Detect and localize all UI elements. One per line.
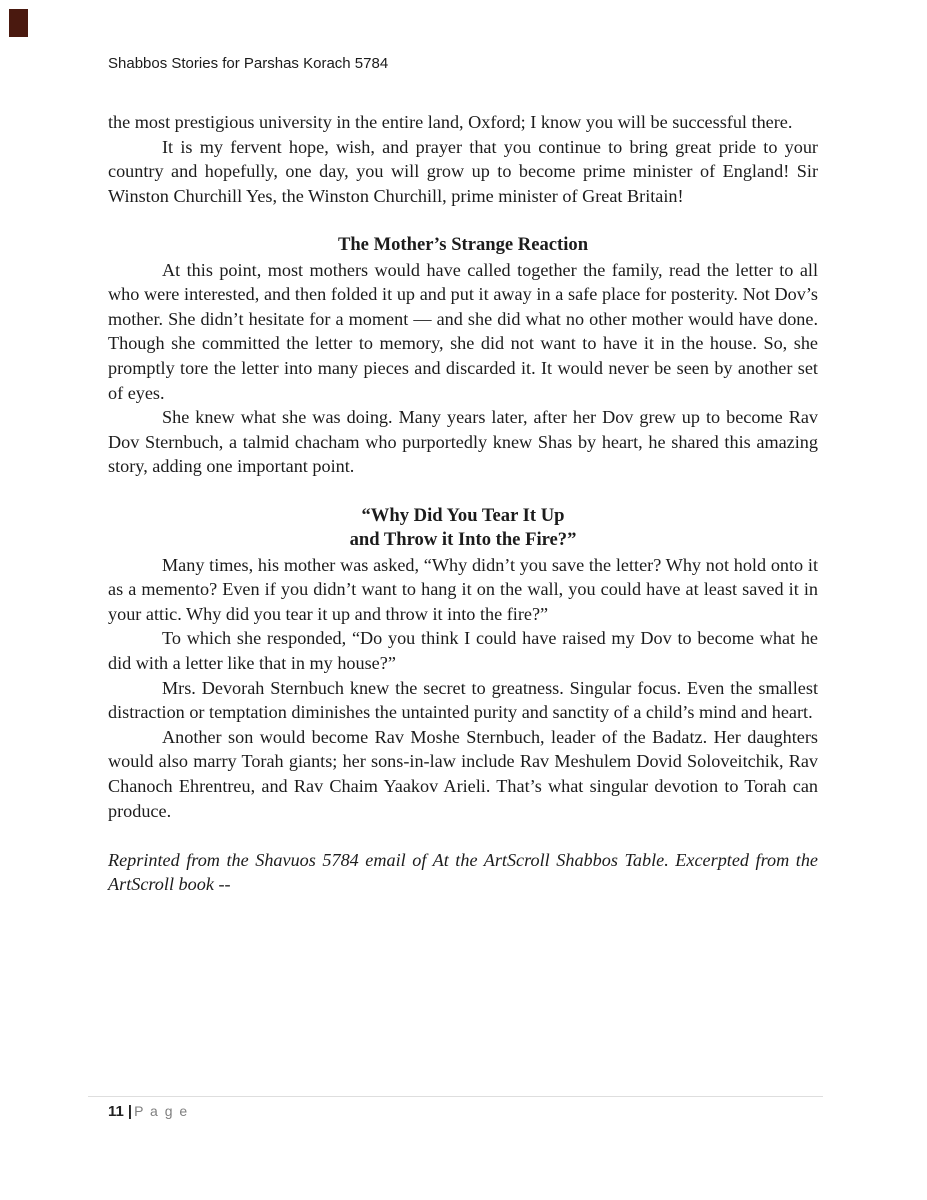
body-paragraph: To which she responded, “Do you think I could have raised my Dov to become what he did with a letter like that in my house?” (108, 628, 818, 674)
footer-separator: | (127, 1103, 133, 1120)
footer-page-label: P a g e (134, 1103, 189, 1119)
body-paragraph: Another son would become Rav Moshe Sternbuch, leader of the Badatz. Her daughters would also marry Torah giants; her sons-in-law include Rav Meshulem Dovid Soloveitchik, Rav Chanoch Ehrentreu, and Rav Chaim Yaakov Arieli. That’s what singular devotion to Torah can produce. (108, 726, 818, 821)
heading-line: and Throw it Into the Fire?” (349, 529, 577, 551)
body-paragraph: Many times, his mother was asked, “Why didn’t you save the letter? Why not hold onto it as a memento? Even if you didn’t want to hang it on the wall, you could have at least saved it in your attic. Why did you tear it up and throw it into the fire?” (108, 554, 818, 624)
body-paragraph: Mrs. Devorah Sternbuch knew the secret to greatness. Singular focus. Even the smallest distraction or temptation diminishes the untainted purity and sanctity of a child’s mind and heart. (108, 677, 818, 723)
document-header: Shabbos Stories for Parshas Korach 5784 (108, 55, 389, 72)
body-paragraph: At this point, most mothers would have called together the family, read the letter to all who were interested, and then folded it up and put it away in a safe place for posterity. Not Dov’s mother. She didn’t hesitate for a moment — and she did what no other mother would have done. Though she committed the letter to memory, she did not want to have it in the house. So, she promptly tore the letter into many pieces and discarded it. It would never be seen by another set of eyes. (108, 259, 818, 403)
body-paragraph: She knew what she was doing. Many years later, after her Dov grew up to become Rav Dov Sternbuch, a talmid chacham who purportedly knew Shas by heart, he shared this amazing story, adding one important point. (108, 407, 818, 477)
body-paragraph: the most prestigious university in the entire land, Oxford; I know you will be successful there. (108, 112, 793, 132)
section-heading-mothers-reaction: The Mother’s Strange Reaction (337, 233, 589, 255)
heading-line: “Why Did You Tear It Up (361, 504, 565, 526)
page-number: 11 (108, 1103, 124, 1120)
body-paragraph: It is my fervent hope, wish, and prayer that you continue to bring great pride to your country and hopefully, one day, you will grow up to become prime minister of England! Sir Winston Churchill Yes, the Winston Churchill, prime minister of Great Britain! (108, 136, 818, 206)
section-heading-why-tear-it-up (108, 504, 818, 553)
page-footer (108, 1103, 189, 1120)
corner-mark (9, 9, 28, 37)
document-body (108, 110, 818, 897)
attribution-note: Reprinted from the Shavuos 5784 email of At the ArtScroll Shabbos Table. Excerpted from the ArtScroll book -- (108, 849, 818, 895)
footer-divider-line (88, 1096, 823, 1097)
